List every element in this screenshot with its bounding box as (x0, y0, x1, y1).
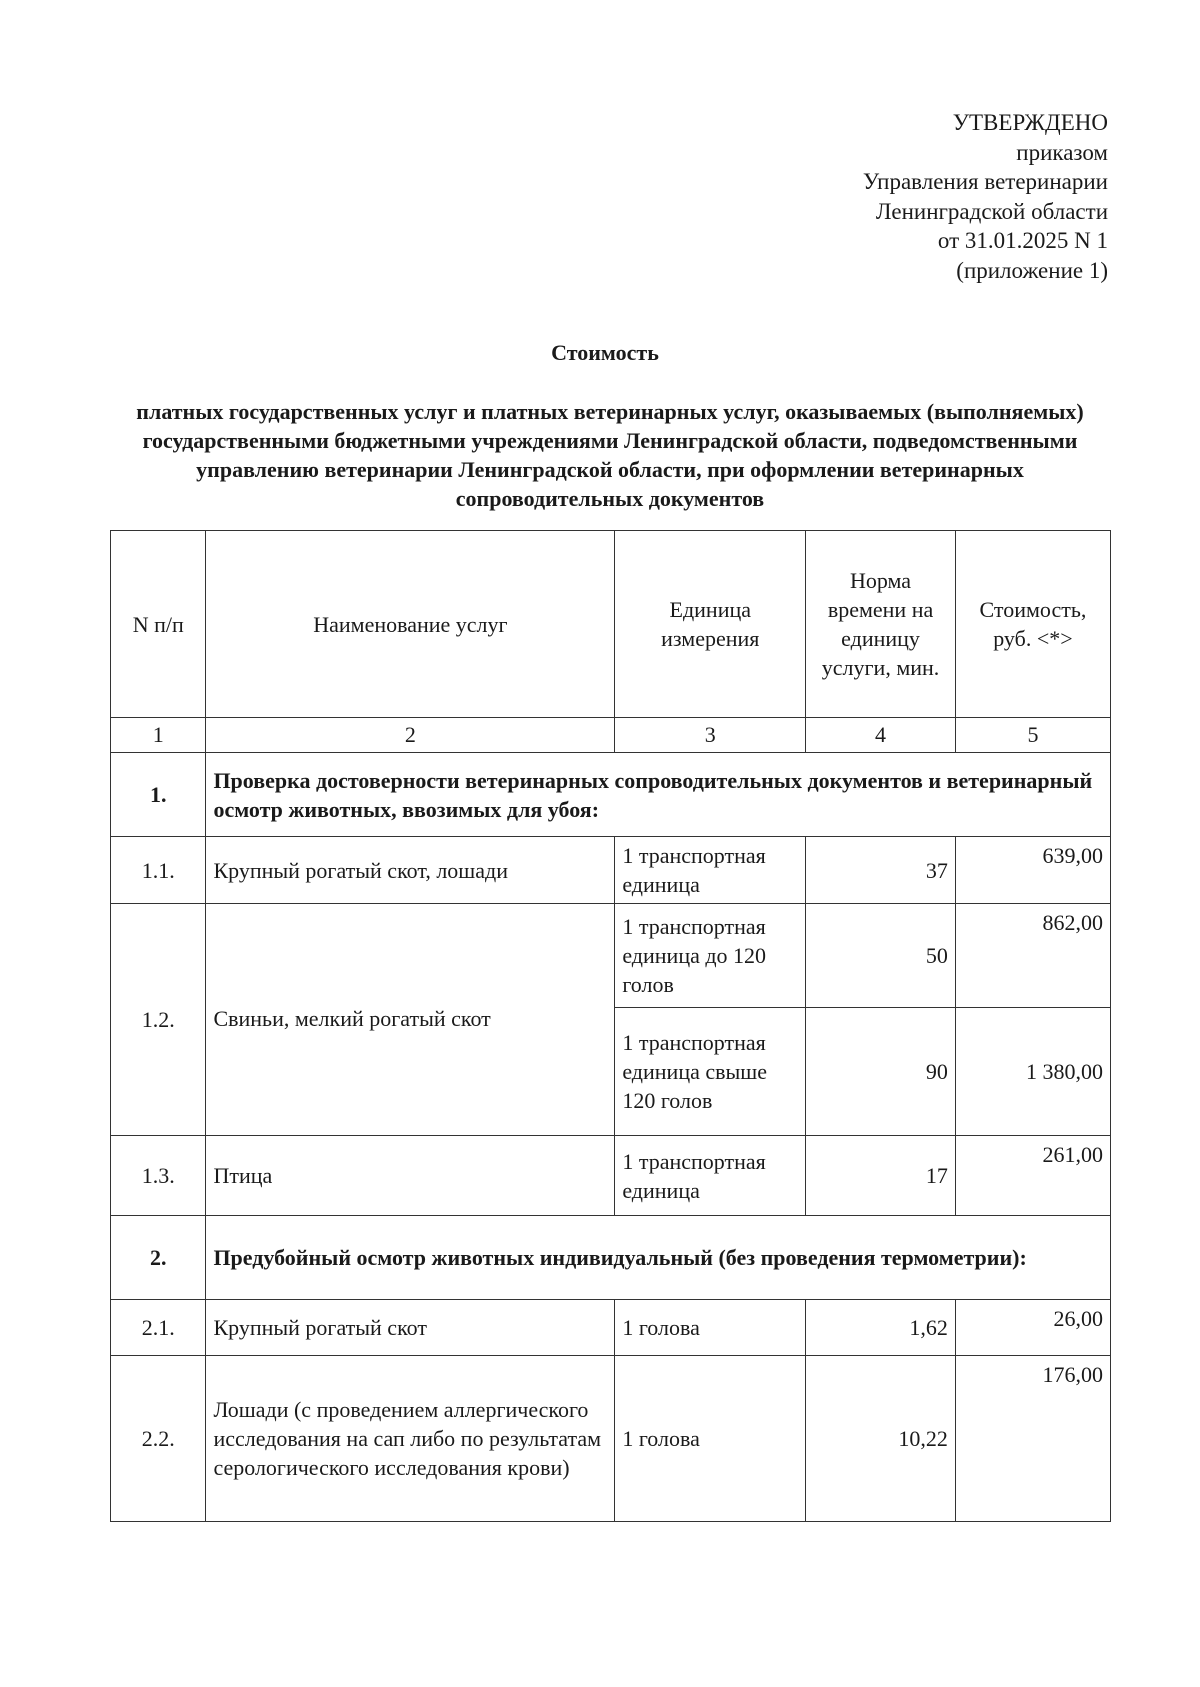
unit-cell: 1 голова (615, 1356, 806, 1522)
header-num: N п/п (111, 531, 206, 718)
row-number: 1.1. (111, 837, 206, 904)
table-header-row (111, 531, 1111, 718)
cost-cell: 26,00 (955, 1300, 1110, 1356)
approval-line: от 31.01.2025 N 1 (937, 228, 1108, 253)
header-cost: Стоимость, руб. <*> (955, 531, 1110, 718)
column-index: 3 (615, 718, 806, 753)
service-name: Лошади (с проведением аллергического исследования на сап либо по результатам серологического исследования крови) (206, 1356, 615, 1522)
row-number: 2.2. (111, 1356, 206, 1522)
column-index: 4 (806, 718, 956, 753)
cost-cell: 176,00 (955, 1356, 1110, 1522)
service-name: Крупный рогатый скот (206, 1300, 615, 1356)
table-row (111, 1356, 1111, 1522)
approval-line: Управления ветеринарии (862, 169, 1108, 194)
section-title: Предубойный осмотр животных индивидуальный (без проведения термометрии): (206, 1216, 1111, 1300)
table-row (111, 837, 1111, 904)
unit-cell: 1 транспортная единица (615, 1136, 806, 1216)
document-title: Стоимость (551, 340, 659, 365)
section-row (111, 1216, 1111, 1300)
approval-block (863, 108, 1108, 285)
table-row (111, 1136, 1111, 1216)
column-index: 5 (955, 718, 1110, 753)
unit-cell: 1 транспортная единица до 120 голов (615, 904, 806, 1008)
table-row (111, 1300, 1111, 1356)
norm-cell: 90 (806, 1008, 956, 1136)
section-number: 2. (111, 1216, 206, 1300)
section-title: Проверка достоверности ветеринарных сопроводительных документов и ветеринарный осмотр животных, ввозимых для убоя: (206, 753, 1111, 837)
unit-cell: 1 транспортная единица свыше 120 голов (615, 1008, 806, 1136)
service-name: Крупный рогатый скот, лошади (206, 837, 615, 904)
norm-cell: 1,62 (806, 1300, 956, 1356)
column-index: 2 (206, 718, 615, 753)
approval-line: УТВЕРЖДЕНО (952, 110, 1108, 135)
section-row (111, 753, 1111, 837)
section-number: 1. (111, 753, 206, 837)
norm-cell: 10,22 (806, 1356, 956, 1522)
unit-cell: 1 транспортная единица (615, 837, 806, 904)
row-number: 1.2. (111, 904, 206, 1136)
table-row (111, 904, 1111, 1008)
column-index-row (111, 718, 1111, 753)
service-name: Птица (206, 1136, 615, 1216)
header-norm: Норма времени на единицу услуги, мин. (806, 531, 956, 718)
column-index: 1 (111, 718, 206, 753)
cost-cell: 862,00 (955, 904, 1110, 1008)
service-name: Свиньи, мелкий рогатый скот (206, 904, 615, 1136)
norm-cell: 50 (806, 904, 956, 1008)
cost-cell: 1 380,00 (955, 1008, 1110, 1136)
unit-cell: 1 голова (615, 1300, 806, 1356)
norm-cell: 37 (806, 837, 956, 904)
approval-line: приказом (1016, 139, 1108, 165)
row-number: 2.1. (111, 1300, 206, 1356)
approval-line: Ленинградской области (875, 198, 1108, 224)
cost-cell: 261,00 (955, 1136, 1110, 1216)
services-price-table (110, 530, 1111, 1522)
norm-cell: 17 (806, 1136, 956, 1216)
header-name: Наименование услуг (206, 531, 615, 718)
header-unit: Единица измерения (615, 531, 806, 718)
approval-line: (приложение 1) (956, 257, 1108, 283)
row-number: 1.3. (111, 1136, 206, 1216)
document-subtitle: платных государственных услуг и платных ветеринарных услуг, оказываемых (выполняемых) государственными бюджетными учреждениями Ленинградской области, подведомственными управлению ветеринарии Ленинградской области, при оформлении ветеринарных сопроводительных документов (136, 399, 1084, 511)
cost-cell: 639,00 (955, 837, 1110, 904)
